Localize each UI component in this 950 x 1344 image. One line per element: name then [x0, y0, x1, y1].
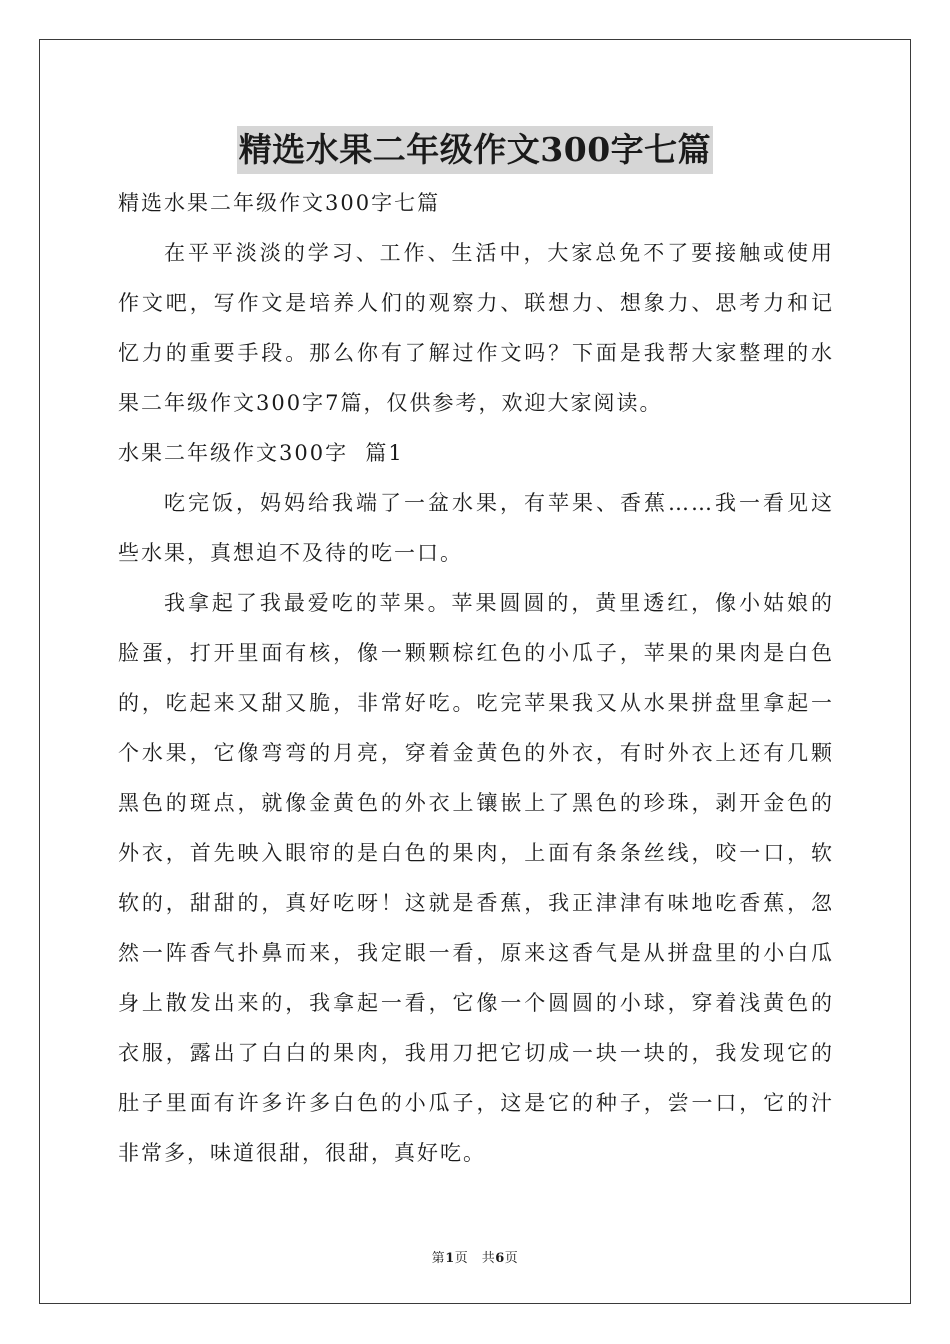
document-title: 精选水果二年级作文300字七篇: [237, 126, 713, 174]
paragraph-line: 肚子里面有许多许多白色的小瓜子，这是它的种子，尝一口，它的汁: [118, 1091, 834, 1115]
page-footer: [0, 1247, 950, 1266]
paragraph-line: 然一阵香气扑鼻而来，我定眼一看，原来这香气是从拼盘里的小白瓜: [118, 941, 834, 965]
footer-current-page: 1: [445, 1251, 455, 1266]
footer-page-prefix: 第: [431, 1251, 446, 1266]
paragraph-line: 我拿起了我最爱吃的苹果。苹果圆圆的，黄里透红，像小姑娘的: [164, 591, 834, 615]
paragraph-line: 吃完饭，妈妈给我端了一盆水果，有苹果、香蕉……我一看见这: [164, 491, 834, 515]
paragraph-line: 的，吃起来又甜又脆，非常好吃。吃完苹果我又从水果拼盘里拿起一: [118, 691, 834, 715]
paragraph-line: 脸蛋，打开里面有核，像一颗颗棕红色的小瓜子，苹果的果肉是白色: [118, 641, 834, 665]
title-container: [0, 126, 950, 174]
paragraph-line: 些水果，真想迫不及待的吃一口。: [118, 541, 463, 565]
section-heading: 水果二年级作文300字 篇1: [118, 441, 404, 465]
paragraph-line: 衣服，露出了白白的果肉，我用刀把它切成一块一块的，我发现它的: [118, 1041, 834, 1065]
paragraph-line: 外衣，首先映入眼帘的是白色的果肉，上面有条条丝线，咬一口，软: [118, 841, 834, 865]
paragraph-1: [118, 478, 834, 578]
paragraph-line: 在平平淡淡的学习、工作、生活中，大家总免不了要接触或使用: [164, 241, 834, 265]
paragraph-line: 黑色的斑点，就像金黄色的外衣上镶嵌上了黑色的珍珠，剥开金色的: [118, 791, 834, 815]
subtitle: 精选水果二年级作文300字七篇: [118, 191, 441, 215]
paragraph-line: 软的，甜甜的，真好吃呀！这就是香蕉，我正津津有味地吃香蕉，忽: [118, 891, 834, 915]
paragraph-line: 果二年级作文300字7篇，仅供参考，欢迎大家阅读。: [118, 391, 663, 415]
document-body: [118, 178, 834, 1178]
paragraph-line: 个水果，它像弯弯的月亮，穿着金黄色的外衣，有时外衣上还有几颗: [118, 741, 834, 765]
footer-page-mid: 页 共: [454, 1251, 496, 1266]
paragraph-line: 非常多，味道很甜，很甜，真好吃。: [118, 1141, 486, 1165]
paragraph-2: [118, 578, 834, 1178]
paragraph-line: 身上散发出来的，我拿起一看，它像一个圆圆的小球，穿着浅黄色的: [118, 991, 834, 1015]
intro-paragraph: [118, 228, 834, 428]
footer-page-suffix: 页: [504, 1251, 519, 1266]
paragraph-line: 作文吧，写作文是培养人们的观察力、联想力、想象力、思考力和记: [118, 291, 834, 315]
paragraph-line: 忆力的重要手段。那么你有了解过作文吗？下面是我帮大家整理的水: [118, 341, 834, 365]
footer-total-pages: 6: [495, 1251, 505, 1266]
